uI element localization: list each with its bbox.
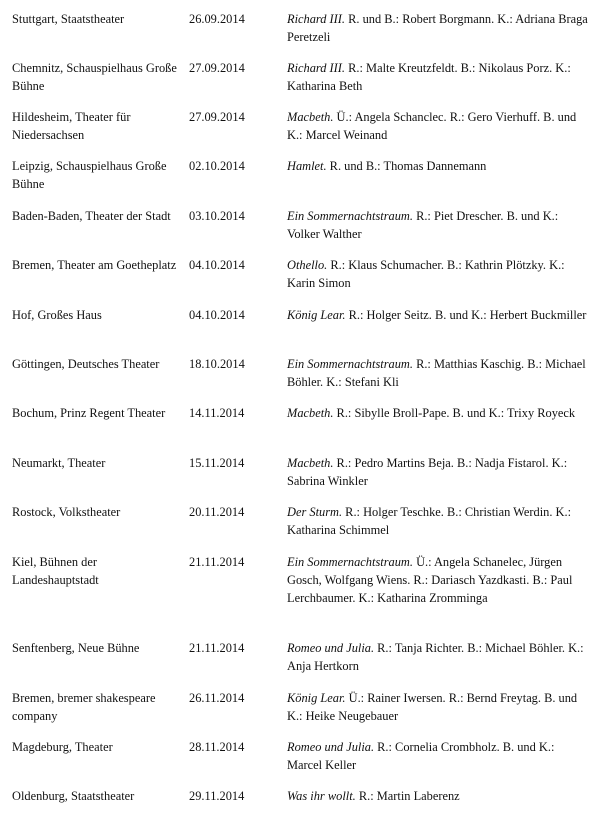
venue: Hildesheim, Theater für Niedersachsen	[12, 110, 131, 142]
venue: Kiel, Bühnen der Landeshauptstadt	[12, 555, 99, 587]
credits: Ü.: Angela Schanclec. R.: Gero Vierhuff. B. und K.: Marcel Weinand	[287, 110, 577, 142]
venue: Bochum, Prinz Regent Theater	[12, 406, 166, 420]
table-row	[12, 503, 590, 553]
premiere-date: 14.11.2014	[189, 406, 245, 420]
play-title: Der Sturm.	[287, 505, 343, 519]
production-credits	[287, 306, 590, 324]
venue: Leipzig, Schauspielhaus Große Bühne	[12, 159, 167, 191]
play-title: König Lear.	[287, 691, 346, 705]
table-row	[12, 738, 590, 787]
production-credits	[287, 553, 590, 607]
production-credits	[287, 59, 590, 95]
premiere-date: 26.11.2014	[189, 691, 245, 705]
venue: Senftenberg, Neue Bühne	[12, 641, 140, 655]
premiere-date: 27.09.2014	[189, 61, 245, 75]
play-title: Othello.	[287, 258, 328, 272]
venue: Bremen, bremer shakespeare company	[12, 691, 156, 723]
play-title: Richard III.	[287, 12, 346, 26]
credits: R.: Pedro Martins Beja. B.: Nadja Fistarol. K.: Sabrina Winkler	[287, 456, 568, 488]
premiere-date: 02.10.2014	[189, 159, 245, 173]
table-row	[12, 108, 590, 157]
production-credits	[287, 639, 590, 675]
premiere-date: 21.11.2014	[189, 641, 245, 655]
production-credits	[287, 256, 590, 292]
play-title: Ein Sommernachtstraum.	[287, 209, 413, 223]
table-row	[12, 59, 590, 108]
credits: R. und B.: Robert Borgmann. K.: Adriana Braga Peretzeli	[287, 12, 588, 44]
table-row	[12, 454, 590, 503]
production-credits	[287, 689, 590, 725]
production-credits	[287, 738, 590, 774]
venue: Neumarkt, Theater	[12, 456, 106, 470]
play-title: Romeo und Julia.	[287, 740, 375, 754]
credits: R.: Holger Teschke. B.: Christian Werdin. K.: Katharina Schimmel	[287, 505, 572, 537]
premiere-date: 20.11.2014	[189, 505, 245, 519]
credits: R.: Klaus Schumacher. B.: Kathrin Plötzky. K.: Karin Simon	[287, 258, 565, 290]
premiere-date: 26.09.2014	[189, 12, 245, 26]
production-credits	[287, 157, 590, 175]
credits: R.: Martin Laberenz	[355, 789, 460, 803]
production-credits	[287, 355, 590, 391]
premiere-date: 03.10.2014	[189, 209, 245, 223]
venue: Göttingen, Deutsches Theater	[12, 357, 160, 371]
table-row	[12, 10, 590, 59]
production-credits	[287, 454, 590, 490]
production-credits	[287, 108, 590, 144]
play-title: Was ihr wollt.	[287, 789, 356, 803]
table-row	[12, 157, 590, 207]
credits: R.: Holger Seitz. B. und K.: Herbert Buckmiller	[345, 308, 587, 322]
venue: Rostock, Volkstheater	[12, 505, 121, 519]
credits: R.: Malte Kreutzfeldt. B.: Nikolaus Porz. K.: Katharina Beth	[287, 61, 571, 93]
credits: Ü.: Angela Schanelec, Jürgen Gosch, Wolfgang Wiens. R.: Dariasch Yazdkasti. B.: Paul Lerchbaumer. K.: Katharina Zromminga	[287, 555, 573, 605]
play-title: Richard III.	[287, 61, 346, 75]
play-title: Hamlet.	[287, 159, 327, 173]
credits: Ü.: Rainer Iwersen. R.: Bernd Freytag. B. und K.: Heike Neugebauer	[287, 691, 578, 723]
table-row	[12, 787, 590, 811]
premiere-table	[12, 10, 590, 811]
play-title: Ein Sommernachtstraum.	[287, 357, 413, 371]
credits: R.: Tanja Richter. B.: Michael Böhler. K.: Anja Hertkorn	[287, 641, 584, 673]
table-row	[12, 639, 590, 689]
table-row	[12, 689, 590, 738]
production-credits	[287, 787, 590, 805]
credits: R.: Piet Drescher. B. und K.: Volker Walther	[287, 209, 559, 241]
premiere-date: 04.10.2014	[189, 258, 245, 272]
play-title: König Lear.	[287, 308, 346, 322]
premiere-date: 15.11.2014	[189, 456, 245, 470]
production-credits	[287, 404, 590, 422]
premiere-date: 29.11.2014	[189, 789, 245, 803]
premiere-date: 21.11.2014	[189, 555, 245, 569]
table-row	[12, 207, 590, 256]
venue: Magdeburg, Theater	[12, 740, 113, 754]
production-credits	[287, 207, 590, 243]
table-row	[12, 404, 590, 454]
play-title: Macbeth.	[287, 406, 334, 420]
venue: Chemnitz, Schauspielhaus Große Bühne	[12, 61, 177, 93]
play-title: Ein Sommernachtstraum.	[287, 555, 413, 569]
premiere-date: 27.09.2014	[189, 110, 245, 124]
credits: R.: Sibylle Broll-Pape. B. und K.: Trixy Royeck	[333, 406, 576, 420]
play-title: Macbeth.	[287, 110, 334, 124]
production-credits	[287, 10, 590, 46]
table-row	[12, 355, 590, 404]
play-title: Macbeth.	[287, 456, 334, 470]
table-row	[12, 306, 590, 355]
venue: Bremen, Theater am Goetheplatz	[12, 258, 177, 272]
premiere-date: 04.10.2014	[189, 308, 245, 322]
venue: Baden-Baden, Theater der Stadt	[12, 209, 171, 223]
table-row	[12, 256, 590, 306]
premiere-date: 18.10.2014	[189, 357, 245, 371]
venue: Oldenburg, Staatstheater	[12, 789, 135, 803]
credits: R.: Matthias Kaschig. B.: Michael Böhler. K.: Stefani Kli	[287, 357, 586, 389]
venue: Stuttgart, Staatstheater	[12, 12, 125, 26]
play-title: Romeo und Julia.	[287, 641, 375, 655]
table-row	[12, 553, 590, 639]
premiere-date: 28.11.2014	[189, 740, 245, 754]
credits: R.: Cornelia Crombholz. B. und K.: Marcel Keller	[287, 740, 555, 772]
venue: Hof, Großes Haus	[12, 308, 102, 322]
credits: R. und B.: Thomas Dannemann	[326, 159, 487, 173]
production-credits	[287, 503, 590, 539]
